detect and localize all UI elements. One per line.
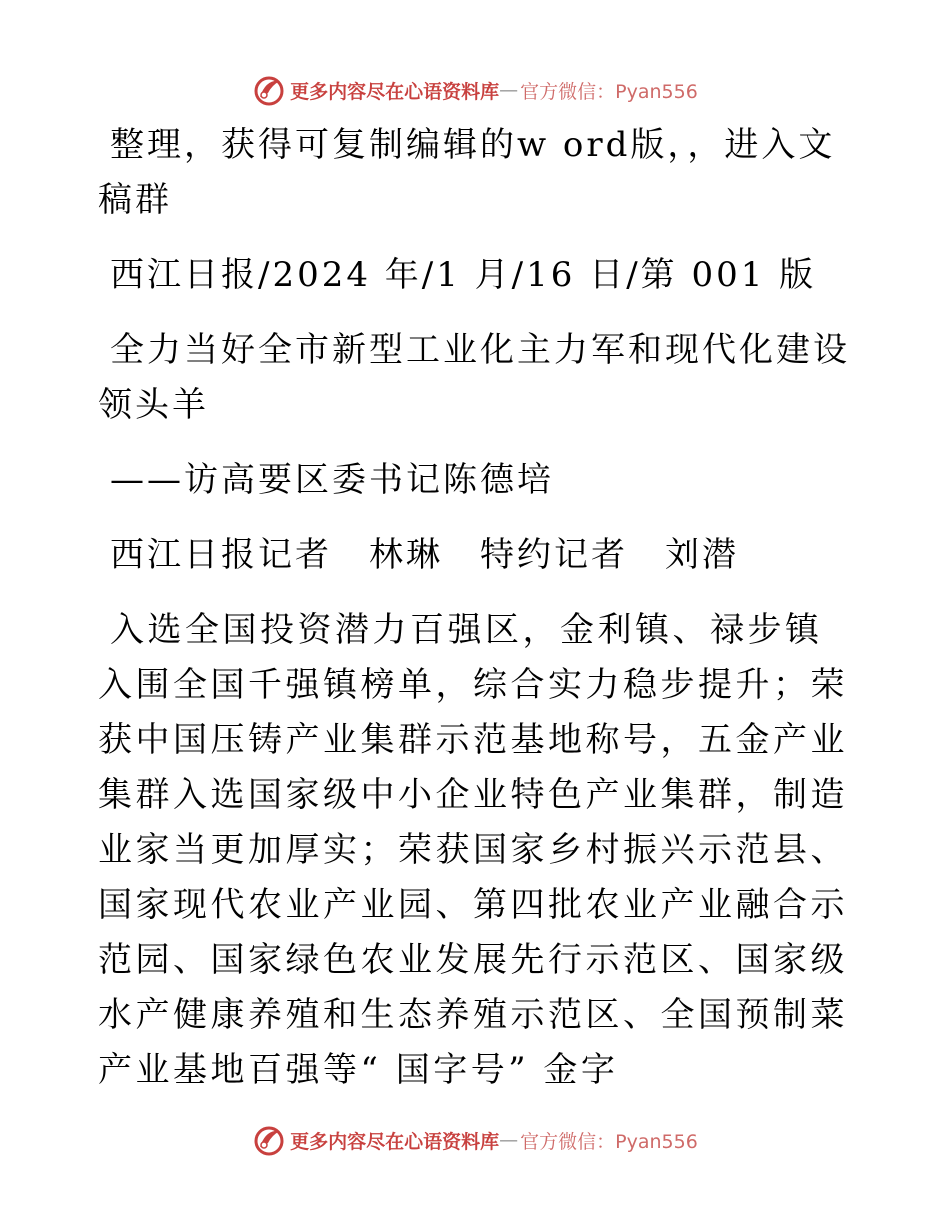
headline: 全力当好全市新型工业化主力军和现代化建设领头羊	[98, 330, 850, 425]
brand-logo-icon	[252, 1123, 286, 1157]
byline: 西江日报记者 林琳 特约记者 刘潜	[110, 535, 739, 575]
watermark-separator: —	[499, 1129, 519, 1151]
body-paragraph: 入选全国投资潜力百强区，金利镇、禄步镇入围全国千强镇榜单，综合实力稳步提升；荣获中国压铸产业集群示范基地称号，五金产业集群入选国家级中小企业特色产业集群，制造业家当更加厚实；荣获国家乡村振兴示范县、国家现代农业产业园、第四批农业产业融合示范园、国家绿色农业发展先行示范区、国家级水产健康养殖和生态养殖示范区、全国预制菜产业基地百强等“ 国字号” 金字	[98, 610, 848, 1090]
watermark-wechat: 官方微信：Pyan556	[520, 1130, 698, 1153]
watermark-wechat: 官方微信：Pyan556	[520, 80, 698, 103]
watermark-separator: —	[499, 79, 519, 101]
source-line: 西江日报/2024 年/1 月/16 日/第 001 版	[110, 255, 817, 295]
subheadline: ——访高要区委书记陈德培	[110, 460, 554, 500]
footer-watermark	[0, 1120, 950, 1160]
brand-logo-icon	[252, 73, 286, 107]
watermark-brand: 更多内容尽在心语资料库	[290, 80, 500, 103]
document-body	[98, 118, 858, 1118]
watermark-brand: 更多内容尽在心语资料库	[290, 1130, 500, 1153]
header-watermark	[0, 70, 950, 110]
intro-note: 整理，获得可复制编辑的w ord版，，进入文稿群	[98, 125, 836, 220]
